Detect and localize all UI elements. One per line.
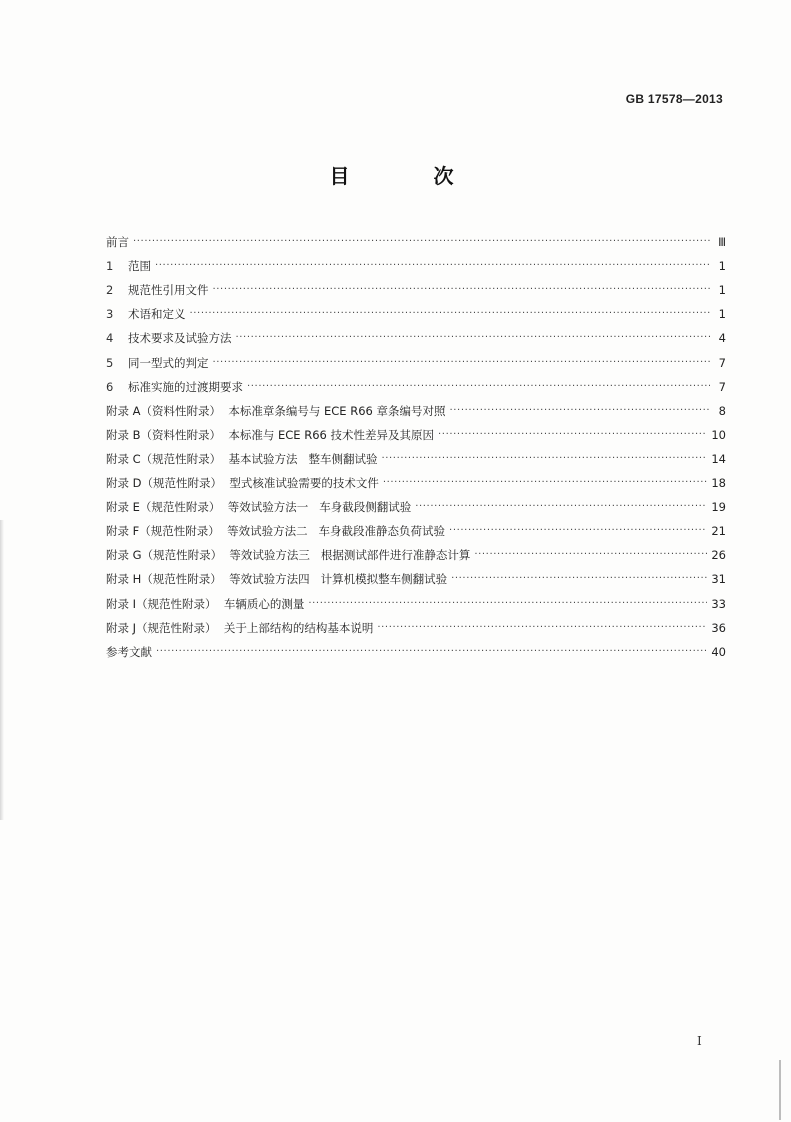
toc-entry-page: 19 — [711, 500, 726, 515]
toc-entry-page: 40 — [711, 644, 726, 659]
toc-leader-dots — [213, 282, 711, 298]
toc-entry-5[interactable] — [106, 346, 726, 370]
toc-entry-page: 21 — [711, 524, 726, 539]
toc-entry-appendix-b[interactable] — [106, 419, 726, 443]
toc-entry-page: 14 — [711, 451, 726, 466]
toc-entry-appendix-j[interactable] — [106, 612, 726, 636]
toc-entry-number: 1 — [106, 259, 114, 274]
toc-entry-page: 33 — [711, 596, 726, 611]
toc-leader-dots — [449, 523, 707, 539]
toc-entry-foreword[interactable] — [106, 226, 726, 250]
toc-entry-label: 附录 D（规范性附录） 型式核准试验需要的技术文件 — [106, 476, 379, 491]
toc-entry-page: 1 — [718, 307, 726, 322]
toc-leader-dots — [449, 403, 710, 419]
toc-entry-page: 8 — [718, 403, 726, 418]
toc-entry-page: 1 — [718, 283, 726, 298]
toc-leader-dots — [381, 451, 707, 467]
toc-leader-dots — [247, 379, 710, 395]
toc-entry-4[interactable] — [106, 322, 726, 346]
toc-leader-dots — [451, 571, 707, 587]
toc-leader-dots — [213, 355, 711, 371]
toc-entry-label: 技术要求及试验方法 — [128, 331, 232, 346]
toc-entry-label: 同一型式的判定 — [128, 355, 209, 370]
toc-leader-dots — [438, 427, 707, 443]
toc-entry-page: 1 — [718, 259, 726, 274]
toc-entry-appendix-c[interactable] — [106, 443, 726, 467]
standard-number: GB 17578—2013 — [625, 92, 723, 106]
toc-entry-references[interactable] — [106, 636, 726, 660]
toc-leader-dots — [155, 258, 710, 274]
toc-entry-label: 附录 H（规范性附录） 等效试验方法四 计算机模拟整车侧翻试验 — [106, 572, 448, 587]
toc-entry-page: Ⅲ — [718, 235, 726, 250]
toc-leader-dots — [415, 499, 707, 515]
toc-entry-label: 附录 B（资料性附录） 本标准与 ECE R66 技术性差异及其原因 — [106, 427, 435, 442]
scan-edge-line — [779, 1060, 781, 1120]
toc-entry-1[interactable] — [106, 250, 726, 274]
toc-entry-page: 4 — [718, 331, 726, 346]
toc-leader-dots — [308, 596, 707, 612]
toc-entry-page: 36 — [711, 620, 726, 635]
toc-entry-page: 31 — [711, 572, 726, 587]
toc-entry-page: 18 — [711, 476, 726, 491]
toc-entry-label: 附录 C（规范性附录） 基本试验方法 整车侧翻试验 — [106, 451, 378, 466]
toc-entry-label: 附录 G（规范性附录） 等效试验方法三 根据测试部件进行准静态计算 — [106, 548, 471, 563]
toc-entry-number: 3 — [106, 307, 114, 322]
toc-entry-label: 附录 F（规范性附录） 等效试验方法二 车身截段准静态负荷试验 — [106, 524, 446, 539]
toc-entry-3[interactable] — [106, 298, 726, 322]
scan-edge-shadow — [0, 520, 4, 820]
toc-entry-appendix-f[interactable] — [106, 515, 726, 539]
toc-entry-number: 6 — [106, 379, 114, 394]
toc-entry-6[interactable] — [106, 371, 726, 395]
toc-leader-dots — [383, 475, 708, 491]
toc-leader-dots — [156, 644, 707, 660]
toc-entry-page: 7 — [718, 355, 726, 370]
table-of-contents — [106, 226, 726, 660]
page-number: I — [697, 1034, 702, 1048]
toc-leader-dots — [190, 306, 711, 322]
toc-entry-appendix-g[interactable] — [106, 539, 726, 563]
page-title: 目 次 — [329, 164, 486, 188]
toc-entry-appendix-e[interactable] — [106, 491, 726, 515]
toc-entry-label: 标准实施的过渡期要求 — [128, 379, 243, 394]
toc-entry-label: 前言 — [106, 235, 129, 250]
toc-entry-label: 附录 I（规范性附录） 车辆质心的测量 — [106, 596, 305, 611]
toc-entry-page: 7 — [718, 379, 726, 394]
toc-entry-page: 26 — [711, 548, 726, 563]
toc-leader-dots — [474, 547, 707, 563]
toc-entry-label: 附录 E（规范性附录） 等效试验方法一 车身截段侧翻试验 — [106, 500, 412, 515]
toc-entry-2[interactable] — [106, 274, 726, 298]
toc-entry-appendix-a[interactable] — [106, 395, 726, 419]
toc-entry-label: 术语和定义 — [128, 307, 186, 322]
toc-leader-dots — [236, 330, 711, 346]
toc-leader-dots — [377, 620, 707, 636]
toc-entry-label: 附录 J（规范性附录） 关于上部结构的结构基本说明 — [106, 620, 374, 635]
toc-entry-number: 2 — [106, 283, 114, 298]
toc-entry-appendix-d[interactable] — [106, 467, 726, 491]
toc-entry-page: 10 — [711, 427, 726, 442]
toc-entry-label: 范围 — [128, 259, 151, 274]
toc-entry-label: 参考文献 — [106, 644, 152, 659]
toc-leader-dots — [133, 234, 710, 250]
toc-entry-label: 附录 A（资料性附录） 本标准章条编号与 ECE R66 章条编号对照 — [106, 403, 446, 418]
toc-entry-number: 4 — [106, 331, 114, 346]
toc-entry-appendix-i[interactable] — [106, 587, 726, 611]
toc-entry-label: 规范性引用文件 — [128, 283, 209, 298]
toc-entry-appendix-h[interactable] — [106, 563, 726, 587]
toc-entry-number: 5 — [106, 355, 114, 370]
